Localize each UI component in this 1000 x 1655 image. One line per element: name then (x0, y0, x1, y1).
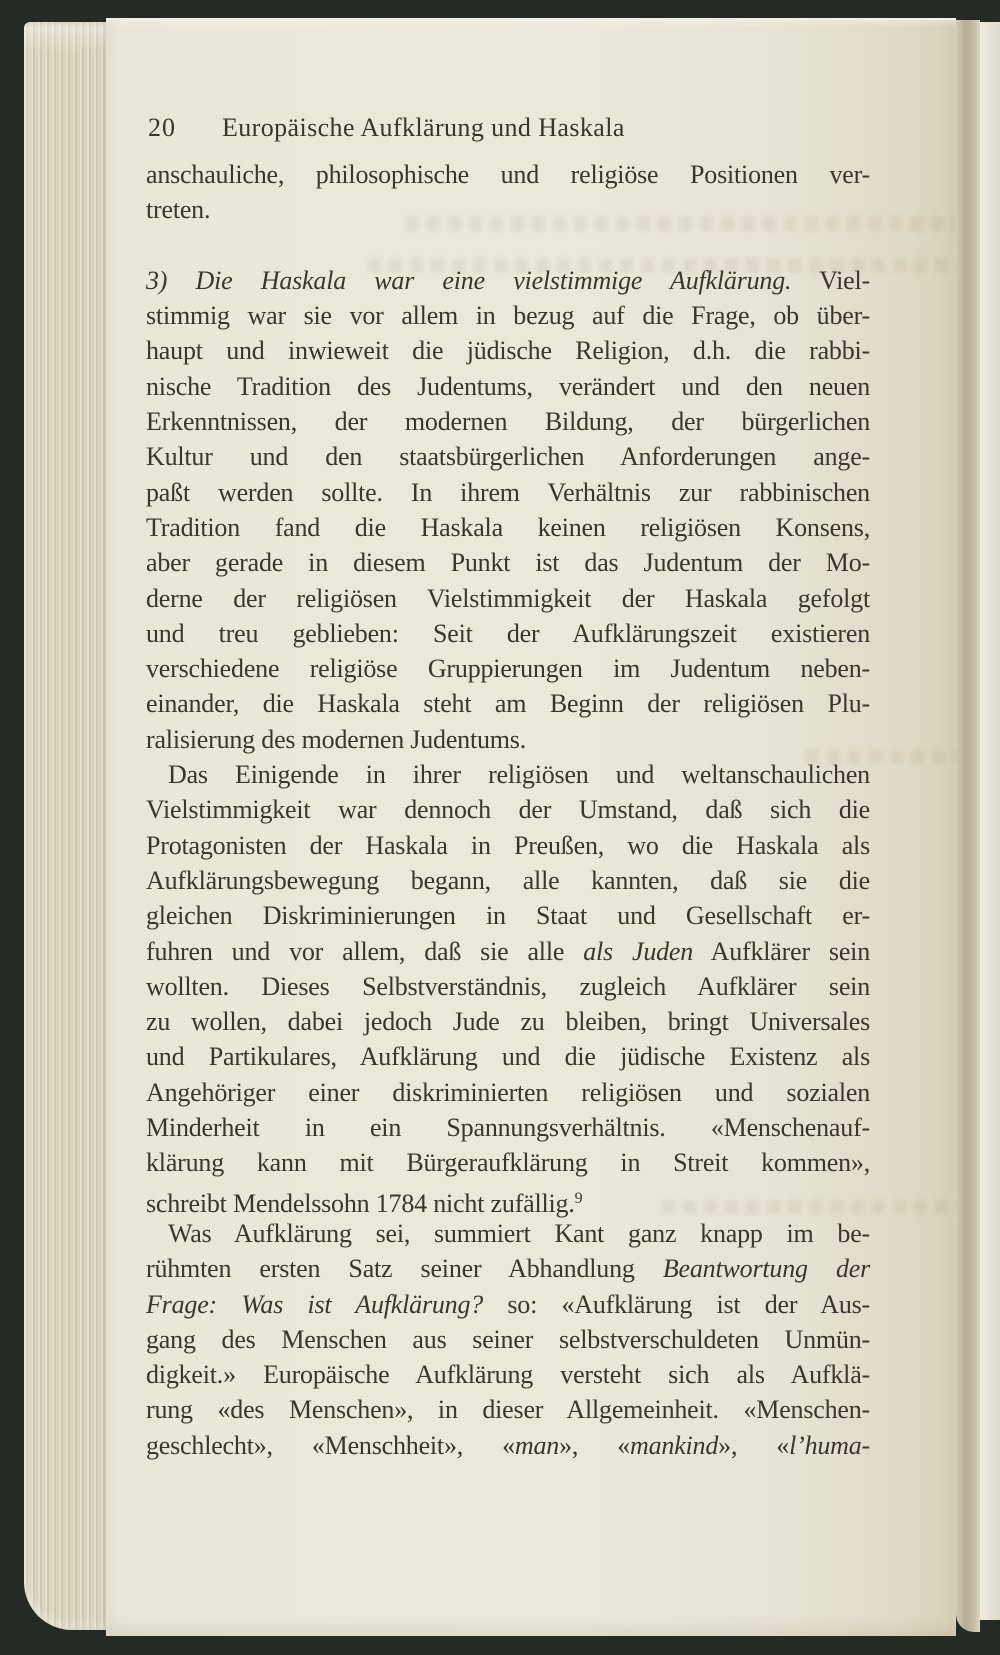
text-line: 3) Die Haskala war eine vielstimmige Aufklärung. Viel- (146, 265, 870, 295)
book-gutter-shadow (956, 20, 980, 1632)
text-line: Minderheit in ein Spannungsverhältnis. «Menschenauf- (146, 1113, 870, 1143)
text-line: Aufklärungsbewegung begann, alle kannten, daß sie die (146, 865, 870, 895)
paragraph (146, 757, 870, 1216)
text-line: und treu geblieben: Seit der Aufklärungszeit existieren (146, 618, 870, 648)
page-edge-stack (24, 22, 110, 1630)
text-line: einander, die Haskala steht am Beginn der religiösen Plu- (146, 689, 870, 719)
text-line: anschauliche, philosophische und religiöse Positionen ver- (146, 160, 870, 189)
text-line: Kultur und den staatsbürgerlichen Anforderungen ange- (146, 442, 870, 472)
text-line: nische Tradition des Judentums, verändert und den neuen (146, 371, 870, 401)
text-line: Angehöriger einer diskriminierten religiösen und sozialen (146, 1077, 870, 1107)
running-head (148, 110, 625, 145)
text-line: Das Einigende in ihrer religiösen und weltanschaulichen (168, 760, 870, 790)
text-line: Was Aufklärung sei, summiert Kant ganz knapp im be- (168, 1218, 870, 1248)
page-number: 20 (148, 113, 176, 142)
text-line: schreibt Mendelssohn 1784 nicht zufällig.$^9$ (146, 1188, 583, 1218)
text-line: rühmten ersten Satz seiner Abhandlung Beantwortung der (146, 1254, 871, 1284)
text-line: treten. (146, 195, 211, 225)
paragraph (146, 1216, 870, 1463)
running-title: Europäische Aufklärung und Haskala (222, 113, 625, 142)
paragraph (146, 157, 870, 228)
text-line: gleichen Diskriminierungen in Staat und Gesellschaft er- (146, 901, 870, 931)
text-line: derne der religiösen Vielstimmigkeit der Haskala gefolgt (146, 583, 870, 613)
text-line: Vielstimmigkeit war dennoch der Umstand, daß sich die (146, 795, 870, 825)
text-line: geschlecht», «Menschheit», «man», «mankind», «l’huma- (146, 1430, 871, 1460)
text-line: zu wollen, dabei jedoch Jude zu bleiben, bringt Universales (146, 1007, 870, 1037)
text-line: gang des Menschen aus seiner selbstverschuldeten Unmün- (146, 1324, 870, 1354)
text-line: paßt werden sollte. In ihrem Verhältnis zur rabbinischen (146, 477, 870, 507)
text-line: Protagonisten der Haskala in Preußen, wo die Haskala als (146, 830, 870, 860)
text-line: verschiedene religiöse Gruppierungen im Judentum neben- (146, 654, 870, 684)
text-line: Erkenntnissen, der modernen Bildung, der bürgerlichen (146, 407, 870, 437)
text-line: ralisierung des modernen Judentums. (146, 724, 527, 754)
text-line: fuhren und vor allem, daß sie alle als Juden Aufklärer sein (146, 936, 870, 966)
text-line: haupt und inwieweit die jüdische Religion, d.h. die rabbi- (146, 336, 870, 366)
text-line: und Partikulares, Aufklärung und die jüdische Existenz als (146, 1042, 870, 1072)
text-line: aber gerade in diesem Punkt ist das Judentum der Mo- (146, 548, 870, 578)
text-line: klärung kann mit Bürgeraufklärung in Streit kommen», (146, 1148, 870, 1178)
text-line: stimmig war sie vor allem in bezug auf die Frage, ob über- (146, 301, 870, 331)
text-line: rung «des Menschen», in dieser Allgemeinheit. «Menschen- (146, 1395, 870, 1425)
text-line: wollten. Dieses Selbstverständnis, zugleich Aufklärer sein (146, 971, 870, 1001)
adjacent-page-edge (980, 22, 1000, 1620)
paragraph (146, 263, 870, 757)
text-line: digkeit.» Europäische Aufklärung versteht sich als Aufklä- (146, 1360, 870, 1390)
text-block (146, 157, 870, 1463)
text-line: Tradition fand die Haskala keinen religiösen Konsens, (146, 512, 870, 542)
text-line: Frage: Was ist Aufklärung? so: «Aufklärung ist der Aus- (146, 1289, 870, 1319)
